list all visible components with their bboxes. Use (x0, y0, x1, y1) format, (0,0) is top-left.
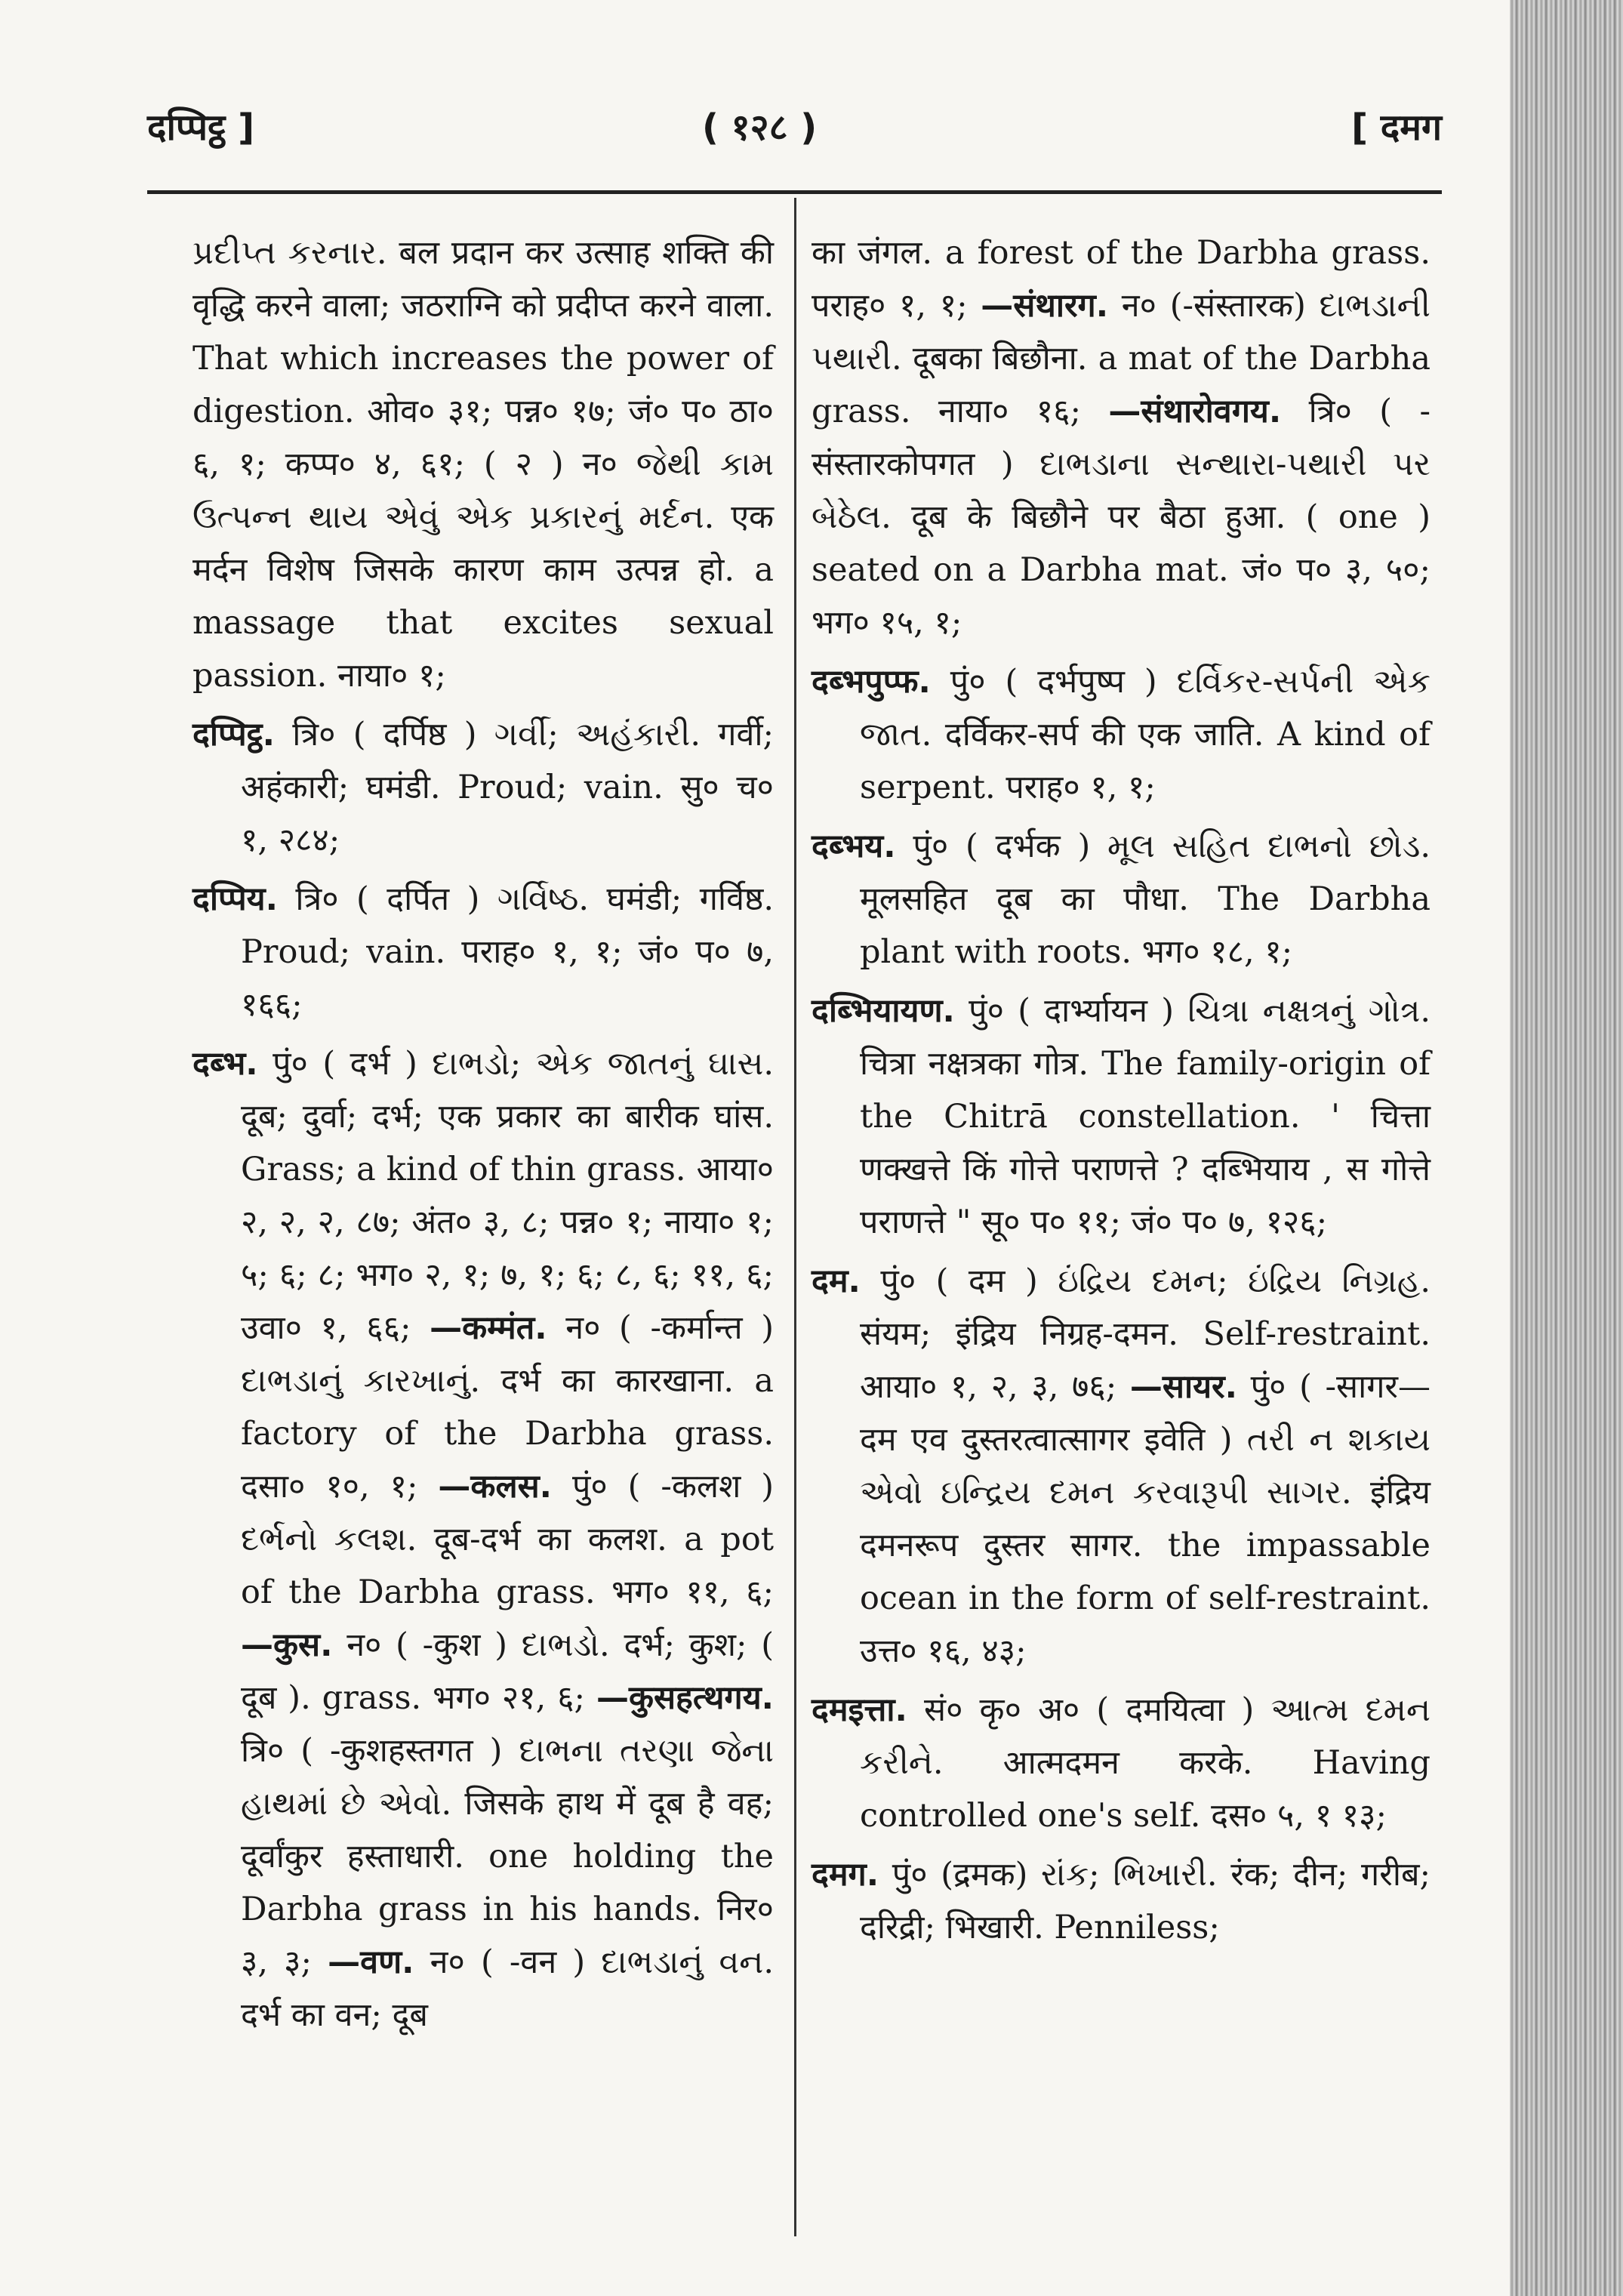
right-column (812, 227, 1431, 1960)
dictionary-entry (812, 1684, 1431, 1842)
entry-continuation: પ્રદીપ્ત કરનાર. बल प्रदान कर उत्साह शक्ति की वृद्धि करने वाला; जठराग्नि को प्रदीप्त करने वाला. That which increases the power of digestion. ओव० ३१; पन्न० १७; जं० प० ठा० ६, १; कप्प० ४, ६१; ( २ ) न० જેથી કામ ઉત્પન્ન થાય એવું એક પ્રકારનું મર્દન. एक मर्दन विशेष जिसके कारण काम उत्पन्न हो. a massage that excites sexual passion. नाया० १; (192, 234, 774, 695)
left-column (192, 227, 774, 2048)
headword: दब्भियायण. (812, 992, 955, 1030)
entry-body: पुं० ( दर्भ ) દાભડો; એક જાતનું ઘાસ. दूब; दुर्वा; दर्भ; एक प्रकार का बारीक घांस. Grass; a kind of thin grass. आया० २, २, २, ८७; अंत० ३, ८; पन्न० १; नाया० १; ५; ६; ८; भग० २, १; ७, १; ६; ८, ६; ११, ६; उवा० १, ६६; (241, 1045, 774, 1347)
subentry-body: न० ( -कुश ) દાભડો. दर्भ; कुश; ( दूब ). grass. भग० २१, ६; (241, 1626, 775, 1717)
scanned-page-edge (1510, 0, 1623, 2296)
entry-body: त्रि० ( दर्पित ) ગર્વિષ્ઠ. घमंडी; गर्विष्ठ. Proud; vain. पराह० १, १; जं० प० ७, १६६; (241, 880, 774, 1024)
dictionary-entry (192, 1037, 774, 2042)
subentry-word: —वण. (328, 1943, 414, 1981)
headword: दप्पिय. (192, 880, 278, 918)
column-divider (794, 198, 796, 2236)
subentry-body: पुं० ( -कलश ) દર્ભનો કલશ. दूब-दर्भ का कलश. a pot of the Darbha grass. भग० ११, ६; (241, 1468, 775, 1611)
entry-body: पुं० ( दर्भपुष्प ) દર્વિકર-સર્પની એક જાત. दर्विकर-सर्प की एक जाति. A kind of serpent. पराह० १, १; (860, 663, 1431, 806)
continuation-text: का जंगल. a forest of the Darbha grass. पराह० १, १; (812, 234, 1431, 325)
subentry-word: —कलस. (438, 1468, 553, 1505)
entry-body: पुं० ( दार्भ्यायन ) ચિત્રા નક્ષત્રનું ગોત્ર. चित्रा नक्षत्रका गोत्र. The family-origin of the Chitrā constellation. ' चित्ता णक्खत्ते किं गोत्ते पराणत्ते ? दब्भियाय , स गोत्ते पराणत्ते " सू० प० ११; जं० प० ७, १२६; (860, 992, 1431, 1241)
dictionary-entry (812, 820, 1431, 978)
subentry-body: न० ( -वन ) દાભડાનું વન. दर्भ का वन; दूब (241, 1943, 775, 2034)
dictionary-entry (192, 873, 774, 1031)
dictionary-entry (812, 655, 1431, 814)
subentry-body: न० ( -कर्मान्त ) દાભડાનું કારખાનું. दर्भ का कारखाना. a factory of the Darbha grass. दसा० १०, १; (241, 1309, 775, 1505)
subentry-word: —संथारग. (981, 287, 1109, 325)
subentry-body: पुं० ( -सागर—दम एव दुस्तरत्वात्सागर इवेति ) તરી ન શકાય એવો ઇન્દ્રિય દમન કરવારૂપી સાગર. इंद्रिय दमनरूप दुस्तर सागर. the impassable ocean in the form of self-restraint. उत्त० १६, ४३; (860, 1368, 1431, 1670)
headword: दमग. (812, 1856, 879, 1894)
dictionary-entry (812, 985, 1431, 1249)
entry-body: सं० कृ० अ० ( दमयित्वा ) આત્મ દમન કરીને. आत्मदमन करके. Having controlled one's self. दस० ५, १ १३; (860, 1691, 1431, 1835)
header-left-guideword: दप्पिट्ठ ] (147, 106, 255, 149)
dictionary-entry (192, 708, 774, 867)
entry-body: पुं० ( दम ) ઇંદ્રિય દમન; ઇંદ્રિય નિગ્રહ. संयम; इंद्रिय निग्रह-दमन. Self-restraint. आया० १, २, ३, ७६; (860, 1262, 1431, 1406)
entry-body: पुं० ( दर्भक ) મૂલ સહિત દાભનો છોડ. मूलसहित दूब का पौधा. The Darbha plant with roots. भग० १८, १; (860, 827, 1431, 971)
subentry-body: त्रि० ( -संस्तारकोपगत ) દાભડાના સન્થારા-પથારી પર બેઠેલ. दूब के बिछौने पर बैठा हुआ. ( one ) seated on a Darbha mat. जं० प० ३, ५०; भग० १५, १; (812, 393, 1431, 642)
subentry-body: न० (-संस्तारक) દાભડાની પથારી. दूबका बिछौना. a mat of the Darbha grass. नाया० १६; (812, 287, 1431, 430)
entry-body: त्रि० ( दर्पिष्ठ ) ગર્વી; અહંકારી. गर्वी; अहंकारी; घमंडी. Proud; vain. सु० च० १, २८४; (241, 716, 774, 859)
headword: दब्भ. (192, 1045, 258, 1083)
dictionary-entry (812, 1848, 1431, 1954)
headword: दप्पिट्ठ. (192, 716, 275, 754)
subentry-word: —सायर. (1129, 1368, 1237, 1406)
subentry-word: —संथारोवगय. (1108, 393, 1282, 430)
subentry-word: —कम्मंत. (430, 1309, 547, 1347)
headword: दब्भय. (812, 827, 896, 865)
entry-continuation (812, 227, 1431, 649)
headword: दमइत्ता. (812, 1691, 907, 1729)
dictionary-entry (812, 1255, 1431, 1678)
headword: दब्भपुप्फ. (812, 663, 931, 701)
headword: दम. (812, 1262, 861, 1300)
page-header (147, 102, 1442, 162)
header-rule (147, 190, 1442, 194)
entry-body: पुं० (द्रमक) રાંક; ભિખારી. रंक; दीन; गरीब; दरिद्री; भिखारी. Penniless; (860, 1856, 1431, 1946)
header-right-guideword: [ दमग (1351, 106, 1442, 149)
subentry-body: त्रि० ( -कुशहस्तगत ) દાભના તરણા જેના હાથમાં છે એવો. जिसके हाथ में दूब है वह; दूर्वांकुर हस्ताधारी. one holding the Darbha grass in his hands. निर० ३, ३; (241, 1732, 774, 1981)
subentry-word: —कुसहत्थगय. (596, 1679, 774, 1717)
page-number: ( १२८ ) (702, 106, 818, 149)
subentry-word: —कुस. (241, 1626, 333, 1664)
